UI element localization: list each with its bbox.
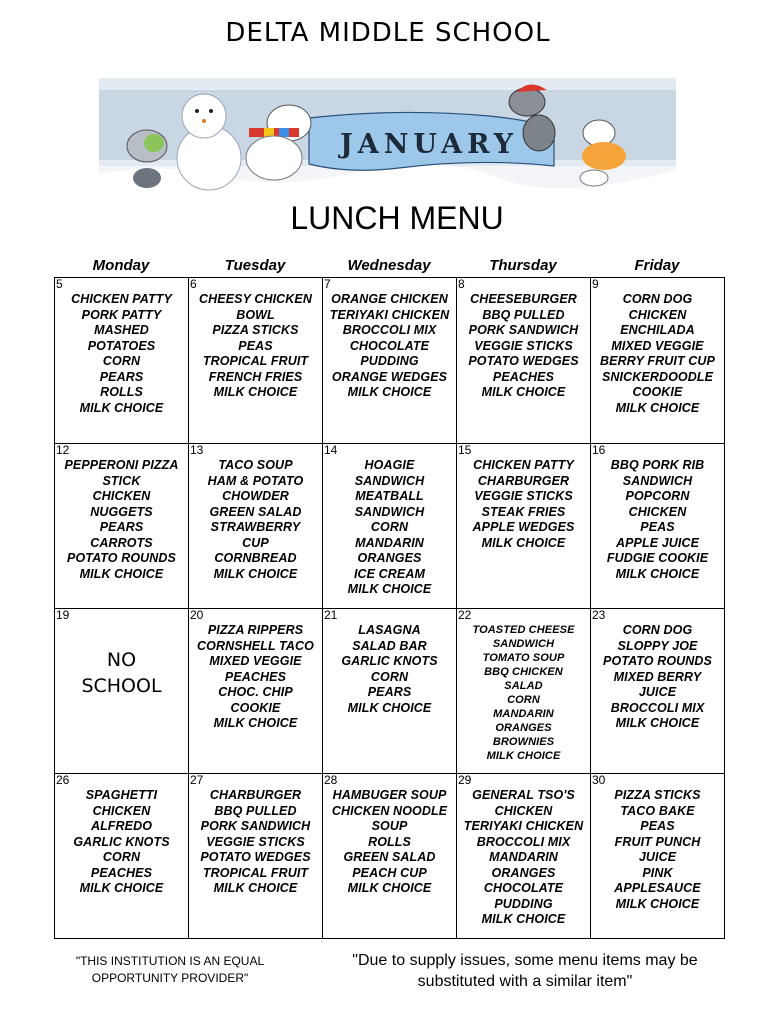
menu-item: MILK CHOICE <box>79 400 164 415</box>
day-cell-monday <box>55 774 189 939</box>
date-number: 12 <box>56 443 70 457</box>
menu-item: BROCCOLI MIX <box>342 323 437 337</box>
day-cell-monday <box>55 444 189 609</box>
menu-items <box>55 774 188 897</box>
menu-item: CHEESY CHICKEN <box>199 292 312 306</box>
menu-item: CORN <box>102 850 141 864</box>
menu-item: TROPICAL FRUIT <box>202 354 309 368</box>
menu-item: SANDWICH <box>492 638 555 650</box>
menu-items <box>323 774 456 897</box>
menu-item: ORANGES <box>495 722 552 734</box>
day-cell-tuesday <box>189 278 323 444</box>
menu-items <box>323 444 456 598</box>
menu-items <box>457 774 590 928</box>
menu-item: PUDDING <box>494 896 553 911</box>
menu-items <box>591 444 724 582</box>
menu-item: FRENCH FRIES <box>208 369 303 384</box>
menu-item: PORK SANDWICH <box>200 819 311 833</box>
week-row <box>55 774 725 939</box>
menu-item: CHICKEN <box>628 307 687 322</box>
day-cell-tuesday <box>189 774 323 939</box>
menu-item: SANDWICH <box>354 473 425 488</box>
menu-item: VEGGIE STICKS <box>206 834 305 849</box>
menu-item: POTATO WEDGES <box>468 354 579 368</box>
menu-item: PUDDING <box>360 354 419 368</box>
school-title: DELTA MIDDLE SCHOOL <box>225 18 551 48</box>
menu-item: MILK CHOICE <box>213 566 298 581</box>
menu-item: COOKIE <box>632 385 683 399</box>
menu-item: HAM & POTATO <box>207 473 304 488</box>
menu-item: ROLLS <box>368 834 411 849</box>
menu-item: ORANGE WEDGES <box>331 369 448 384</box>
day-headers <box>54 257 724 274</box>
menu-item: TERIYAKI CHICKEN <box>329 307 450 322</box>
menu-item: CHOC. CHIP <box>218 685 293 699</box>
menu-item: BROWNIES <box>492 736 555 748</box>
menu-items <box>323 609 456 716</box>
menu-items <box>457 278 590 401</box>
menu-item: VEGGIE STICKS <box>474 489 573 503</box>
menu-item: CORN <box>102 354 141 368</box>
menu-item: MILK CHOICE <box>615 400 700 415</box>
menu-item: BBQ PULLED <box>482 307 565 322</box>
menu-item: CHICKEN <box>92 803 151 818</box>
menu-item: STRAWBERRY <box>210 520 301 534</box>
day-cell-wednesday <box>323 609 457 774</box>
day-cell-wednesday <box>323 444 457 609</box>
menu-item: PIZZA RIPPERS <box>207 623 304 637</box>
january-banner-illustration <box>99 78 676 202</box>
menu-item: BBQ CHICKEN <box>484 666 563 678</box>
day-cell-tuesday <box>189 609 323 774</box>
menu-item: ORANGES <box>491 865 556 880</box>
menu-item: ENCHILADA <box>620 323 695 337</box>
day-cell-thursday <box>457 609 591 774</box>
date-number: 21 <box>324 608 338 622</box>
menu-item: CHICKEN <box>628 504 687 519</box>
menu-item: POTATO ROUNDS <box>67 551 176 565</box>
day-cell-thursday <box>457 444 591 609</box>
day-cell-tuesday <box>189 444 323 609</box>
menu-item: MILK CHOICE <box>615 566 700 581</box>
menu-item: PEARS <box>99 369 144 384</box>
date-number: 28 <box>324 773 338 787</box>
menu-item: LASAGNA <box>358 623 421 637</box>
menu-item: MILK CHOICE <box>615 896 700 911</box>
menu-item: PINK <box>642 865 673 880</box>
menu-item: CHICKEN NOODLE <box>331 803 448 818</box>
date-number: 15 <box>458 443 472 457</box>
menu-item: MILK CHOICE <box>213 385 298 399</box>
menu-item: MILK CHOICE <box>481 912 566 926</box>
menu-item: JUICE <box>638 685 677 699</box>
menu-item: PEACHES <box>492 369 555 384</box>
menu-item: MASHED <box>94 323 149 337</box>
day-cell-thursday <box>457 774 591 939</box>
menu-item: GREEN SALAD <box>343 850 436 864</box>
day-cell-friday <box>591 278 725 444</box>
menu-item: CHICKEN <box>494 803 553 818</box>
menu-item: MILK CHOICE <box>481 535 566 550</box>
supply-notice-line-2: substituted with a similar item" <box>417 973 633 990</box>
menu-item: APPLESAUCE <box>614 881 701 895</box>
menu-items <box>189 774 322 897</box>
date-number: 22 <box>458 608 472 622</box>
menu-item: CORNBREAD <box>214 551 297 565</box>
no-school-notice <box>55 609 188 699</box>
supply-issues-notice <box>330 950 720 992</box>
day-header-tuesday: Tuesday <box>224 257 286 274</box>
menu-item: SLOPPY JOE <box>617 638 698 653</box>
equal-opportunity-notice <box>54 953 286 987</box>
menu-item: BERRY FRUIT CUP <box>600 354 715 368</box>
menu-item: PIZZA STICKS <box>614 788 701 802</box>
menu-item: CUP <box>242 535 269 550</box>
menu-item: MILK CHOICE <box>486 750 561 762</box>
day-cell-thursday <box>457 278 591 444</box>
day-cell-wednesday <box>323 278 457 444</box>
menu-item: FRUIT PUNCH <box>614 834 701 849</box>
menu-item: TOASTED CHEESE <box>472 624 575 636</box>
menu-item: FUDGIE COOKIE <box>606 551 709 565</box>
menu-item: MILK CHOICE <box>347 881 432 895</box>
menu-item: GENERAL TSO'S <box>472 788 575 802</box>
menu-item: BROCCOLI MIX <box>476 834 571 849</box>
menu-item: MILK CHOICE <box>213 881 298 895</box>
date-number: 29 <box>458 773 472 787</box>
menu-item: SNICKERDOODLE <box>601 369 714 384</box>
date-number: 13 <box>190 443 204 457</box>
menu-item: JUICE <box>638 850 677 864</box>
menu-items <box>189 444 322 582</box>
date-number: 19 <box>56 608 70 622</box>
supply-notice-line-1: "Due to supply issues, some menu items may be <box>352 952 698 969</box>
menu-item: BOWL <box>236 307 275 322</box>
menu-item: MANDARIN <box>489 850 558 864</box>
menu-item: CHOCOLATE <box>483 881 564 895</box>
day-cell-monday <box>55 278 189 444</box>
menu-title: LUNCH MENU <box>290 200 504 236</box>
menu-item: PEACHES <box>90 865 153 880</box>
day-header-thursday: Thursday <box>489 257 557 274</box>
menu-item: TROPICAL FRUIT <box>202 865 309 880</box>
menu-item: MILK CHOICE <box>79 881 164 895</box>
menu-item: TACO BAKE <box>620 803 695 818</box>
menu-item: PEACH CUP <box>352 865 427 880</box>
menu-item: MILK CHOICE <box>213 716 298 730</box>
no-school-line: NO <box>106 649 137 671</box>
menu-item: PIZZA STICKS <box>212 323 299 337</box>
menu-items <box>457 609 590 763</box>
menu-item: PEACHES <box>224 669 287 684</box>
menu-items <box>457 444 590 551</box>
equal-opportunity-line-1: "THIS INSTITUTION IS AN EQUAL <box>75 954 265 968</box>
date-number: 20 <box>190 608 204 622</box>
menu-item: MILK CHOICE <box>79 566 164 581</box>
menu-item: SANDWICH <box>354 504 425 519</box>
menu-item: CHICKEN PATTY <box>473 458 574 472</box>
day-cell-friday <box>591 609 725 774</box>
menu-items <box>189 278 322 401</box>
menu-item: CARROTS <box>90 535 153 550</box>
menu-item: PORK PATTY <box>81 307 162 322</box>
menu-item: GARLIC KNOTS <box>73 834 170 849</box>
menu-item: GREEN SALAD <box>209 504 302 519</box>
menu-item: ORANGES <box>357 551 422 565</box>
menu-items <box>189 609 322 732</box>
menu-item: SALAD BAR <box>352 638 427 653</box>
menu-item: CORN <box>370 520 409 534</box>
menu-item: PEPPERONI PIZZA <box>64 458 179 472</box>
menu-items <box>591 278 724 416</box>
menu-item: ORANGE CHICKEN <box>331 292 448 306</box>
menu-item: VEGGIE STICKS <box>474 338 573 353</box>
menu-item: CORN <box>370 669 409 684</box>
menu-item: MILK CHOICE <box>615 716 700 730</box>
menu-items <box>591 609 724 732</box>
menu-item: CHEESEBURGER <box>470 292 577 306</box>
menu-item: PEAS <box>640 819 675 833</box>
day-cell-wednesday <box>323 774 457 939</box>
no-school-line: SCHOOL <box>81 675 162 697</box>
date-number: 27 <box>190 773 204 787</box>
menu-item: PEAS <box>238 338 273 353</box>
menu-item: CHOCOLATE <box>349 338 430 353</box>
date-number: 9 <box>592 277 599 291</box>
menu-item: MIXED VEGGIE <box>611 338 704 353</box>
menu-item: PEARS <box>99 520 144 534</box>
menu-item: SPAGHETTI <box>85 788 158 802</box>
date-number: 30 <box>592 773 606 787</box>
equal-opportunity-line-2: OPPORTUNITY PROVIDER" <box>91 971 249 985</box>
menu-item: BBQ PORK RIB <box>610 458 705 472</box>
lunch-calendar <box>54 277 725 939</box>
menu-item: ROLLS <box>100 385 143 399</box>
menu-item: PEARS <box>367 685 412 699</box>
date-number: 26 <box>56 773 70 787</box>
menu-item: CORN DOG <box>622 623 693 637</box>
banner-month-text: JANUARY <box>340 129 518 160</box>
menu-item: BBQ PULLED <box>214 803 297 818</box>
week-row <box>55 278 725 444</box>
menu-item: CHICKEN PATTY <box>71 292 172 306</box>
menu-item: POPCORN <box>625 489 690 503</box>
menu-item: BROCCOLI MIX <box>610 700 705 715</box>
menu-item: TOMATO SOUP <box>482 652 565 664</box>
menu-item: APPLE WEDGES <box>472 520 575 534</box>
date-number: 6 <box>190 277 197 291</box>
menu-item: TERIYAKI CHICKEN <box>463 819 584 833</box>
date-number: 8 <box>458 277 465 291</box>
menu-item: POTATO WEDGES <box>200 850 311 864</box>
day-header-monday: Monday <box>92 257 150 274</box>
week-row <box>55 444 725 609</box>
menu-items <box>591 774 724 912</box>
menu-item: HAMBUGER SOUP <box>332 788 447 802</box>
menu-item: PEAS <box>640 520 675 534</box>
menu-item: MEATBALL <box>355 489 424 503</box>
date-number: 23 <box>592 608 606 622</box>
menu-item: CORNSHELL TACO <box>197 638 314 653</box>
menu-item: GARLIC KNOTS <box>341 654 438 668</box>
menu-item: CORN DOG <box>622 292 693 306</box>
day-cell-monday <box>55 609 189 774</box>
menu-items <box>323 278 456 401</box>
menu-item: MILK CHOICE <box>347 385 432 399</box>
menu-item: ICE CREAM <box>353 566 426 581</box>
menu-item: POTATO ROUNDS <box>603 654 712 668</box>
menu-item: POTATOES <box>87 338 156 353</box>
menu-item: CHARBURGER <box>209 788 302 802</box>
menu-item: MILK CHOICE <box>481 385 566 399</box>
menu-item: CHICKEN <box>92 489 151 503</box>
menu-item: MIXED BERRY <box>613 669 702 684</box>
menu-item: MANDARIN <box>493 708 554 720</box>
menu-item: ALFREDO <box>90 819 153 833</box>
day-cell-friday <box>591 444 725 609</box>
menu-item: CHARBURGER <box>477 473 570 488</box>
menu-item: TACO SOUP <box>218 458 293 472</box>
menu-item: HOAGIE <box>364 458 415 472</box>
menu-item: APPLE JUICE <box>615 535 700 550</box>
menu-item: SALAD <box>504 680 543 692</box>
week-row <box>55 609 725 774</box>
menu-item: COOKIE <box>230 700 281 715</box>
date-number: 14 <box>324 443 338 457</box>
day-header-wednesday: Wednesday <box>347 257 431 274</box>
menu-item: MIXED VEGGIE <box>209 654 302 668</box>
menu-items <box>55 278 188 416</box>
menu-item: MANDARIN <box>355 535 424 550</box>
menu-item: MILK CHOICE <box>347 582 432 596</box>
menu-item: CORN <box>507 694 540 706</box>
menu-item: STICK <box>102 473 141 488</box>
menu-item: STEAK FRIES <box>481 504 566 519</box>
menu-item: SOUP <box>371 819 408 833</box>
menu-item: PORK SANDWICH <box>468 323 579 337</box>
menu-item: CHOWDER <box>222 489 289 503</box>
date-number: 7 <box>324 277 331 291</box>
day-cell-friday <box>591 774 725 939</box>
day-header-friday: Friday <box>634 257 680 274</box>
date-number: 16 <box>592 443 606 457</box>
menu-items <box>55 444 188 582</box>
menu-item: SANDWICH <box>622 473 693 488</box>
date-number: 5 <box>56 277 63 291</box>
menu-item: MILK CHOICE <box>347 700 432 715</box>
menu-item: NUGGETS <box>90 504 153 519</box>
